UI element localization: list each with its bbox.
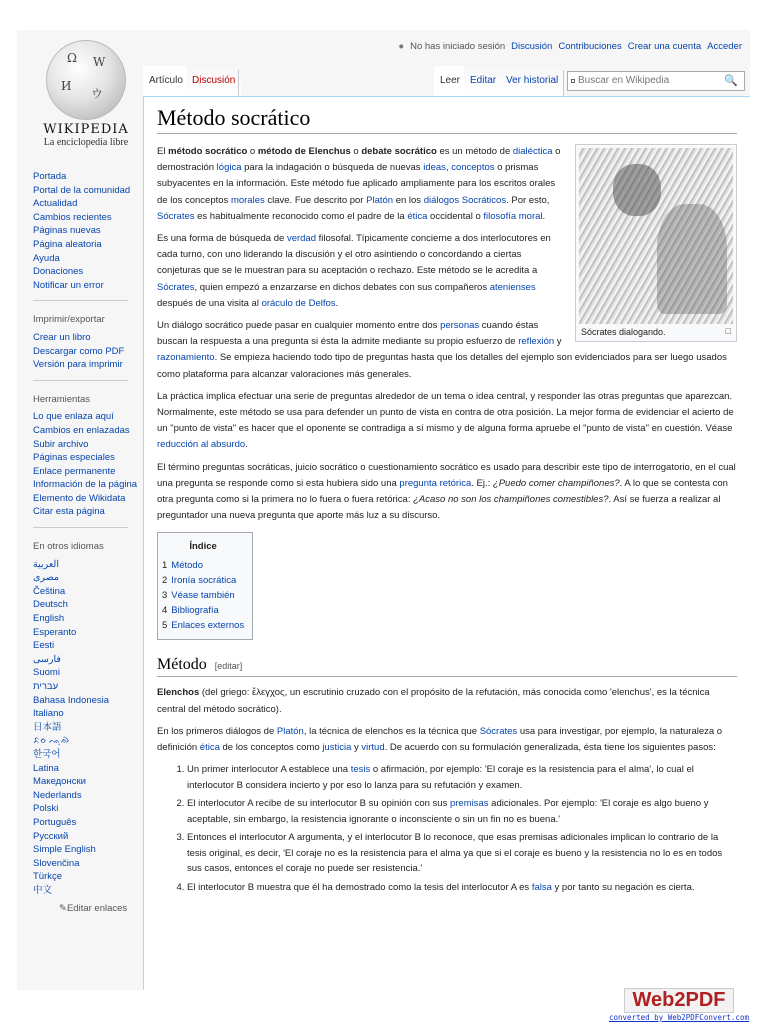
lang-link[interactable]: Português (33, 816, 77, 828)
sidebar-item-donaciones[interactable]: Donaciones (33, 266, 84, 278)
link-ideas[interactable]: ideas (423, 162, 446, 174)
lang-link[interactable]: Русский (33, 830, 69, 842)
article-image-thumb[interactable] (575, 144, 737, 342)
link-etica-2[interactable]: ética (199, 742, 220, 754)
link-morales[interactable]: morales (230, 194, 265, 206)
divider (33, 380, 128, 381)
link-dialogos[interactable]: diálogos Socráticos (423, 194, 507, 206)
caption-text: Sócrates dialogando. (581, 327, 666, 337)
divider (33, 527, 128, 528)
tab-article[interactable]: Artículo (143, 66, 189, 96)
personal-tools (398, 41, 742, 52)
toc-number: 5 (162, 620, 168, 632)
paragraph-3: Un diálogo socrático puede pasar en cualquier momento entre dos personas cuando éstas buscan la respuesta a una pregunta si ésta la admite mediante su propio esfuerzo de reflexión y razonamiento. Se empieza haciendo todo tipo de preguntas hasta que los detalles del ejemplo son evidenciados para ser luego usados como plataforma para alcanzar valoraciones más generales. (157, 320, 727, 380)
login-link[interactable]: Acceder (707, 41, 742, 52)
paragraph-5: El término preguntas socráticas, juicio socrático o cuestionamiento socrático es usado para describir este tipo de interrogatorio, en el cual una pregunta se responde como si esta hubiera sido una pregunta retórica. Ej.: ¿Puedo comer champiñones?. A lo que se contesta con otra pregunta como si la primera no lo fuera o fuera retórica: ¿Acaso no son los champiñones comestibles?. Así se fuerza a realizar al preguntador una nueva pregunta que aporte más luz a su discurso. (157, 461, 736, 522)
search-placeholder: Buscar en Wikipedia (578, 75, 670, 86)
create-account-link[interactable]: Crear una cuenta (627, 41, 702, 52)
pencil-icon: ✎ (59, 902, 67, 914)
glyph: Ω (67, 51, 77, 65)
glyph: ウ (91, 87, 104, 101)
link-dialectica[interactable]: dialéctica (512, 146, 553, 157)
paragraph-elenchus: Elenchos (del griego: ἔλεγχος, un escrutinio cruzado con el propósito de la refutación, más conocida como 'elenchus', es la técnica central del método socrático). (157, 687, 710, 715)
search-icon[interactable]: 🔍 (724, 75, 738, 87)
steps-list (187, 762, 737, 895)
lang-link[interactable]: Türkçe (33, 871, 63, 883)
paragraph-dialogos: En los primeros diálogos de Platón, la técnica de elenchos es la técnica que Sócrates usa para investigar, por ejemplo, la naturaleza o definición ética de los conceptos como justicia y virtud. De acuerdo con su formulación generalizada, ésta tiene los siguientes pasos: (157, 725, 723, 754)
link-platon-2[interactable]: Platón (276, 725, 304, 737)
lang-link[interactable]: English (33, 613, 65, 625)
lang-link[interactable]: עברית (33, 681, 59, 692)
link-filosofia-moral[interactable]: filosofía moral (483, 210, 543, 222)
toc-title: Índice (189, 541, 217, 553)
wordmark: WIKIPEDIA (43, 122, 129, 137)
sidebar-item-descargar-pdf[interactable]: Descargar como PDF (33, 345, 125, 357)
sidebar-item-enlaza[interactable]: Lo que enlaza aquí (33, 411, 114, 423)
link-oraculo[interactable]: oráculo de Delfos (261, 297, 336, 309)
toc-link[interactable]: Ironía socrática (171, 575, 237, 587)
sidebar-nav (33, 170, 143, 292)
sidebar (33, 170, 143, 915)
lang-link[interactable]: Deutsch (33, 599, 68, 611)
sidebar-item-actualidad[interactable]: Actualidad (33, 198, 78, 210)
languages-heading: En otros idiomas (33, 541, 104, 553)
sidebar-item-cambios-enlazadas[interactable]: Cambios en enlazadas (33, 424, 130, 436)
section-title: Método (157, 656, 207, 674)
link-tesis[interactable]: tesis (350, 764, 371, 776)
toc-number: 1 (162, 560, 168, 572)
not-logged-in-text: No has iniciado sesión (410, 41, 506, 52)
link-reflexion[interactable]: reflexión (518, 336, 555, 348)
page-title: Método socrático (157, 105, 737, 134)
web2pdf-badge[interactable] (594, 988, 764, 1022)
talk-link[interactable]: Discusión (511, 41, 553, 52)
lang-link[interactable]: Italiano (33, 708, 64, 720)
wikipedia-logo[interactable] (30, 40, 142, 152)
toc-number: 3 (162, 590, 168, 602)
lang-link[interactable]: Polski (33, 803, 59, 815)
link-premisas[interactable]: premisas (449, 798, 489, 810)
article-content (143, 96, 750, 990)
lang-link[interactable]: Latina (33, 762, 59, 774)
tab-read[interactable]: Leer (434, 66, 466, 96)
toc-item[interactable] (162, 603, 244, 618)
toc-item[interactable] (162, 588, 244, 603)
globe-icon (46, 40, 126, 120)
section-heading-metodo (157, 656, 737, 677)
lang-link[interactable]: Eesti (33, 640, 55, 652)
link-razonamiento[interactable]: razonamiento (157, 352, 215, 364)
paragraph-4: La práctica implica efectuar una serie de preguntas alrededor de un tema o idea central, y responder las otras preguntas que aparezcan. Normalmente, este método se usa para defender un punto de vista en contra de otra posición. La mejor forma de evidenciar el acierto de un "punto de vista" es hacer que el oponente se contradiga a sí mismo y de alguna forma apruebe el "punto de vista" en cuestión. Véase reducción al absurdo. (157, 390, 734, 451)
sidebar-item-nuevas[interactable]: Páginas nuevas (33, 225, 101, 237)
sidebar-item-ayuda[interactable]: Ayuda (33, 252, 60, 264)
lang-link[interactable]: Čeština (33, 585, 66, 597)
tab-divider (563, 70, 564, 96)
sidebar-item-permanente[interactable]: Enlace permanente (33, 465, 116, 477)
sidebar-item-crear-libro[interactable]: Crear un libro (33, 331, 91, 343)
sidebar-item-info[interactable]: Información de la página (33, 479, 138, 491)
tagline: La enciclopedia libre (43, 137, 129, 148)
edit-links-label: Editar enlaces (66, 902, 128, 914)
lang-link[interactable]: Suomi (33, 667, 60, 679)
print-heading: Imprimir/exportar (33, 314, 105, 326)
tab-history[interactable]: Ver historial (500, 66, 564, 96)
tab-talk[interactable]: Discusión (186, 66, 241, 96)
search-input[interactable] (567, 71, 745, 91)
toc-link[interactable]: Bibliografía (171, 605, 219, 617)
link-platon[interactable]: Platón (366, 194, 394, 206)
lang-link[interactable]: مصرى (33, 572, 60, 584)
sidebar-item-portal[interactable]: Portal de la comunidad (33, 184, 131, 196)
link-justicia[interactable]: justicia (322, 742, 352, 754)
lang-link[interactable]: 日本語 (33, 721, 62, 733)
toc-item[interactable] (162, 558, 244, 573)
lang-link[interactable]: 한국어 (33, 748, 61, 760)
toc-link[interactable]: Véase también (171, 590, 235, 602)
edit-links[interactable] (59, 902, 143, 916)
link-logica[interactable]: lógica (216, 162, 242, 174)
link-conceptos[interactable]: conceptos (451, 162, 495, 174)
socrates-image[interactable] (579, 148, 733, 324)
sidebar-item-error[interactable]: Notificar un error (33, 279, 104, 291)
link-socrates-2[interactable]: Sócrates (157, 281, 195, 293)
toc-item[interactable] (162, 618, 244, 633)
lang-link[interactable]: ᨅᨔ ᨕᨘᨁᨗ (33, 735, 70, 747)
sidebar-item-portada[interactable]: Portada (33, 171, 67, 182)
sidebar-item-wikidata[interactable]: Elemento de Wikidata (33, 492, 126, 504)
section-edit-link[interactable]: [editar] (214, 661, 243, 672)
sidebar-item-imprimir[interactable]: Versión para imprimir (33, 359, 123, 371)
lang-link[interactable]: العربية (33, 558, 59, 570)
toc-item[interactable] (162, 573, 244, 588)
lang-link[interactable]: Esperanto (33, 626, 77, 638)
sidebar-item-subir[interactable]: Subir archivo (33, 438, 89, 450)
link-pregunta-retorica[interactable]: pregunta retórica (399, 477, 472, 489)
lang-link[interactable]: فارسی (33, 653, 61, 665)
link-reduccion-absurdo[interactable]: reducción al absurdo (157, 439, 246, 451)
link-atenienses[interactable]: atenienses (489, 281, 536, 293)
toc-number: 2 (162, 575, 168, 587)
search-marker-icon (571, 79, 575, 83)
sidebar-item-citar[interactable]: Citar esta página (33, 506, 105, 518)
list-item: 2. El interlocutor A recibe de su interlocutor B su opinión con sus premisas adicionales. Por ejemplo: 'El coraje es algo bueno y aceptable, sin embargo, la resistencia ignorante o inconsciente o sin un fin no es buena.' (187, 796, 737, 827)
lang-link[interactable]: Simple English (33, 844, 96, 856)
link-socrates-3[interactable]: Sócrates (479, 725, 518, 737)
toc-link[interactable]: Enlaces externos (171, 620, 245, 632)
divider (33, 300, 128, 301)
tab-edit[interactable]: Editar (464, 66, 502, 96)
sidebar-item-cambios[interactable]: Cambios recientes (33, 211, 112, 223)
lang-link[interactable]: Bahasa Indonesia (33, 694, 110, 706)
lang-link[interactable]: Македонски (33, 776, 86, 788)
link-falsa[interactable]: falsa (531, 881, 552, 893)
list-item: 4. El interlocutor B muestra que él ha demostrado como la tesis del interlocutor A es falsa y por tanto su negación es cierta. (187, 880, 737, 896)
link-socrates[interactable]: Sócrates (157, 210, 195, 222)
converted-by-link[interactable]: converted by Web2PDFConvert.com (609, 1013, 749, 1022)
lang-link[interactable]: 中文 (33, 884, 53, 896)
link-etica[interactable]: ética (407, 210, 428, 222)
paragraph-intro: El método socrático o método de Elenchus o debate socrático es un método de dialéctica o demostración lógica para la indagación o búsqueda de nuevas ideas, conceptos o prismas subyacentes en la información. Este método fue aplicado ampliamente para los escritos orales de los conceptos morales clave. Fue descrito por Platón en los diálogos Socráticos. Por esto, Sócrates es habitualmente reconocido como el padre de la ética occidental o filosofía moral. (157, 146, 561, 222)
list-item: 3. Entonces el interlocutor A argumenta, y el interlocutor B lo reconoce, que esas premisas adicionales implican lo contrario de la tesis original, es decir, 'El coraje no es la resistencia para el alma ya que si el coraje es bueno y la resistencia no lo es en todos sus casos, entonces el coraje no puede ser resistencia.' (187, 830, 737, 877)
enlarge-icon[interactable]: □ (725, 326, 731, 336)
lang-link[interactable]: Slovenčina (33, 857, 80, 869)
table-of-contents (157, 532, 253, 640)
user-icon: ● (398, 41, 405, 52)
tools-heading: Herramientas (33, 393, 91, 405)
link-personas[interactable]: personas (440, 320, 480, 332)
tab-divider (238, 70, 239, 96)
link-virtud[interactable]: virtud (361, 742, 385, 754)
contributions-link[interactable]: Contribuciones (558, 41, 622, 52)
lang-link[interactable]: Nederlands (33, 789, 82, 801)
sidebar-item-especiales[interactable]: Páginas especiales (33, 452, 115, 464)
paragraph-2: Es una forma de búsqueda de verdad filosofal. Típicamente concierne a dos interlocutores en cada turno, con uno liderando la discusión y el otro asintiendo o concordando a ciertas conjeturas que se le muestran para su aceptación o rechazo. Este método se le acredita a Sócrates, quien empezó a enzarzarse en dichos debates con sus compañeros atenienses después de una visita al oráculo de Delfos. (157, 233, 551, 309)
image-caption (579, 324, 733, 338)
web2pdf-logo: Web2PDF (624, 988, 735, 1013)
link-verdad[interactable]: verdad (286, 233, 316, 245)
glyph: И (61, 79, 72, 93)
glyph: W (93, 55, 106, 69)
toc-link[interactable]: Método (171, 560, 203, 572)
list-item: 1. Un primer interlocutor A establece una tesis o afirmación, por ejemplo: 'El coraje es la resistencia para el alma', lo cual el interlocutor B considera incierto y por eso lo lanza para su refutación y examen. (187, 762, 737, 793)
sidebar-item-aleatoria[interactable]: Página aleatoria (33, 238, 102, 250)
toc-number: 4 (162, 605, 168, 617)
